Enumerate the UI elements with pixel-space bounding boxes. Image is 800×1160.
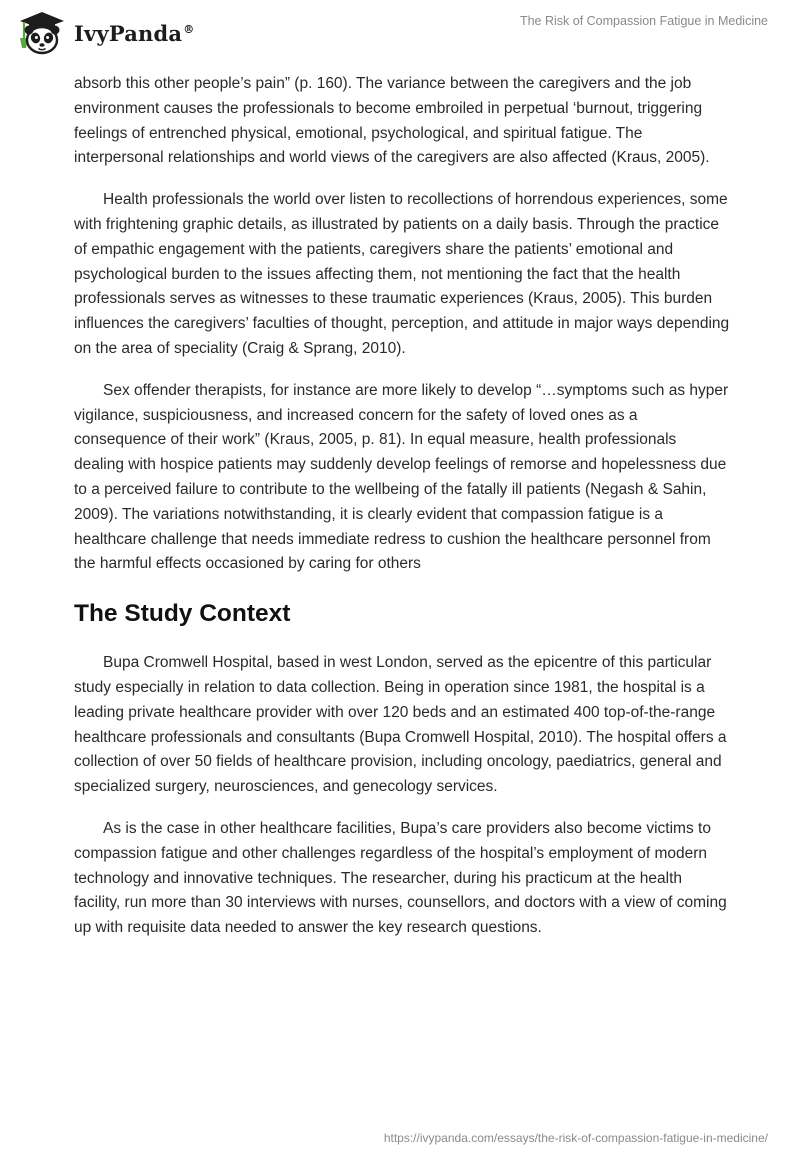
paragraph: As is the case in other healthcare facilities, Bupa’s care providers also become victims to compassion fatigue and other challenges regardless of the hospital’s employment of modern technology and innovative techniques. The researcher, during his practicum at the health facility, run more than 30 interviews with nurses, counsellors, and doctors with a view of coming up with requisite data needed to answer the key research questions. [74,819,727,937]
brand-name [74,21,194,46]
document-title: The Risk of Compassion Fatigue in Medicine [519,14,768,28]
paragraph: Sex offender therapists, for instance are more likely to develop “…symptoms such as hyper vigilance, suspiciousness, and increased concern for the safety of loved ones as a consequence of their work” (Kraus, 2005, p. 81). In equal measure, health professionals dealing with hospice patients may suddenly develop feelings of remorse and hopelessness due to a perceived failure to contribute to the wellbeing of the fatally ill patients (Negash & Sahin, 2009). The variations notwithstanding, it is clearly evident that compassion fatigue is a healthcare challenge that needs immediate redress to cushion the healthcare personnel from the harmful effects occasioned by caring for others [74,381,729,573]
page-header [0,0,800,64]
section-heading: The Study Context [74,600,291,628]
paragraph-continuation: absorb this other people’s pain” (p. 160). The variance between the caregivers and the job environment causes the professionals to become embroiled in perpetual ‘burnout, triggering feelings of entrenched physical, emotional, psychological, and spiritual fatigue. The interpersonal relationships and world views of the caregivers are also affected (Kraus, 2005). [74,75,710,167]
paragraph: Health professionals the world over listen to recollections of horrendous experiences, some with frightening graphic details, as illustrated by patients on a daily basis. Through the practice of empathic engagement with the patients, caregivers share the patients’ emotional and psychological burden to the issues affecting them, not mentioning the fact that the health professionals serves as witnesses to these traumatic experiences (Kraus, 2005). This burden influences the caregivers’ faculties of thought, perception, and attitude in major ways depending on the area of speciality (Craig & Sprang, 2010). [74,191,730,357]
brand-wordmark: IvyPanda [74,20,183,46]
ivypanda-logo[interactable] [14,8,194,56]
registered-mark: ® [183,22,195,36]
panda-graduate-icon [14,8,66,56]
paragraph: Bupa Cromwell Hospital, based in west London, served as the epicentre of this particular study especially in relation to data collection. Being in operation since 1981, the hospital is a leading private healthcare provider with over 120 beds and an estimated 400 top-of-the-range healthcare professionals and consultants (Bupa Cromwell Hospital, 2010). The hospital offers a collection of over 50 fields of healthcare provision, including oncology, paediatrics, general and specialized surgery, neurosciences, and genecology services. [74,654,727,796]
essay-content [74,72,730,958]
source-url[interactable]: https://ivypanda.com/essays/the-risk-of-compassion-fatigue-in-medicine/ [383,1131,768,1145]
